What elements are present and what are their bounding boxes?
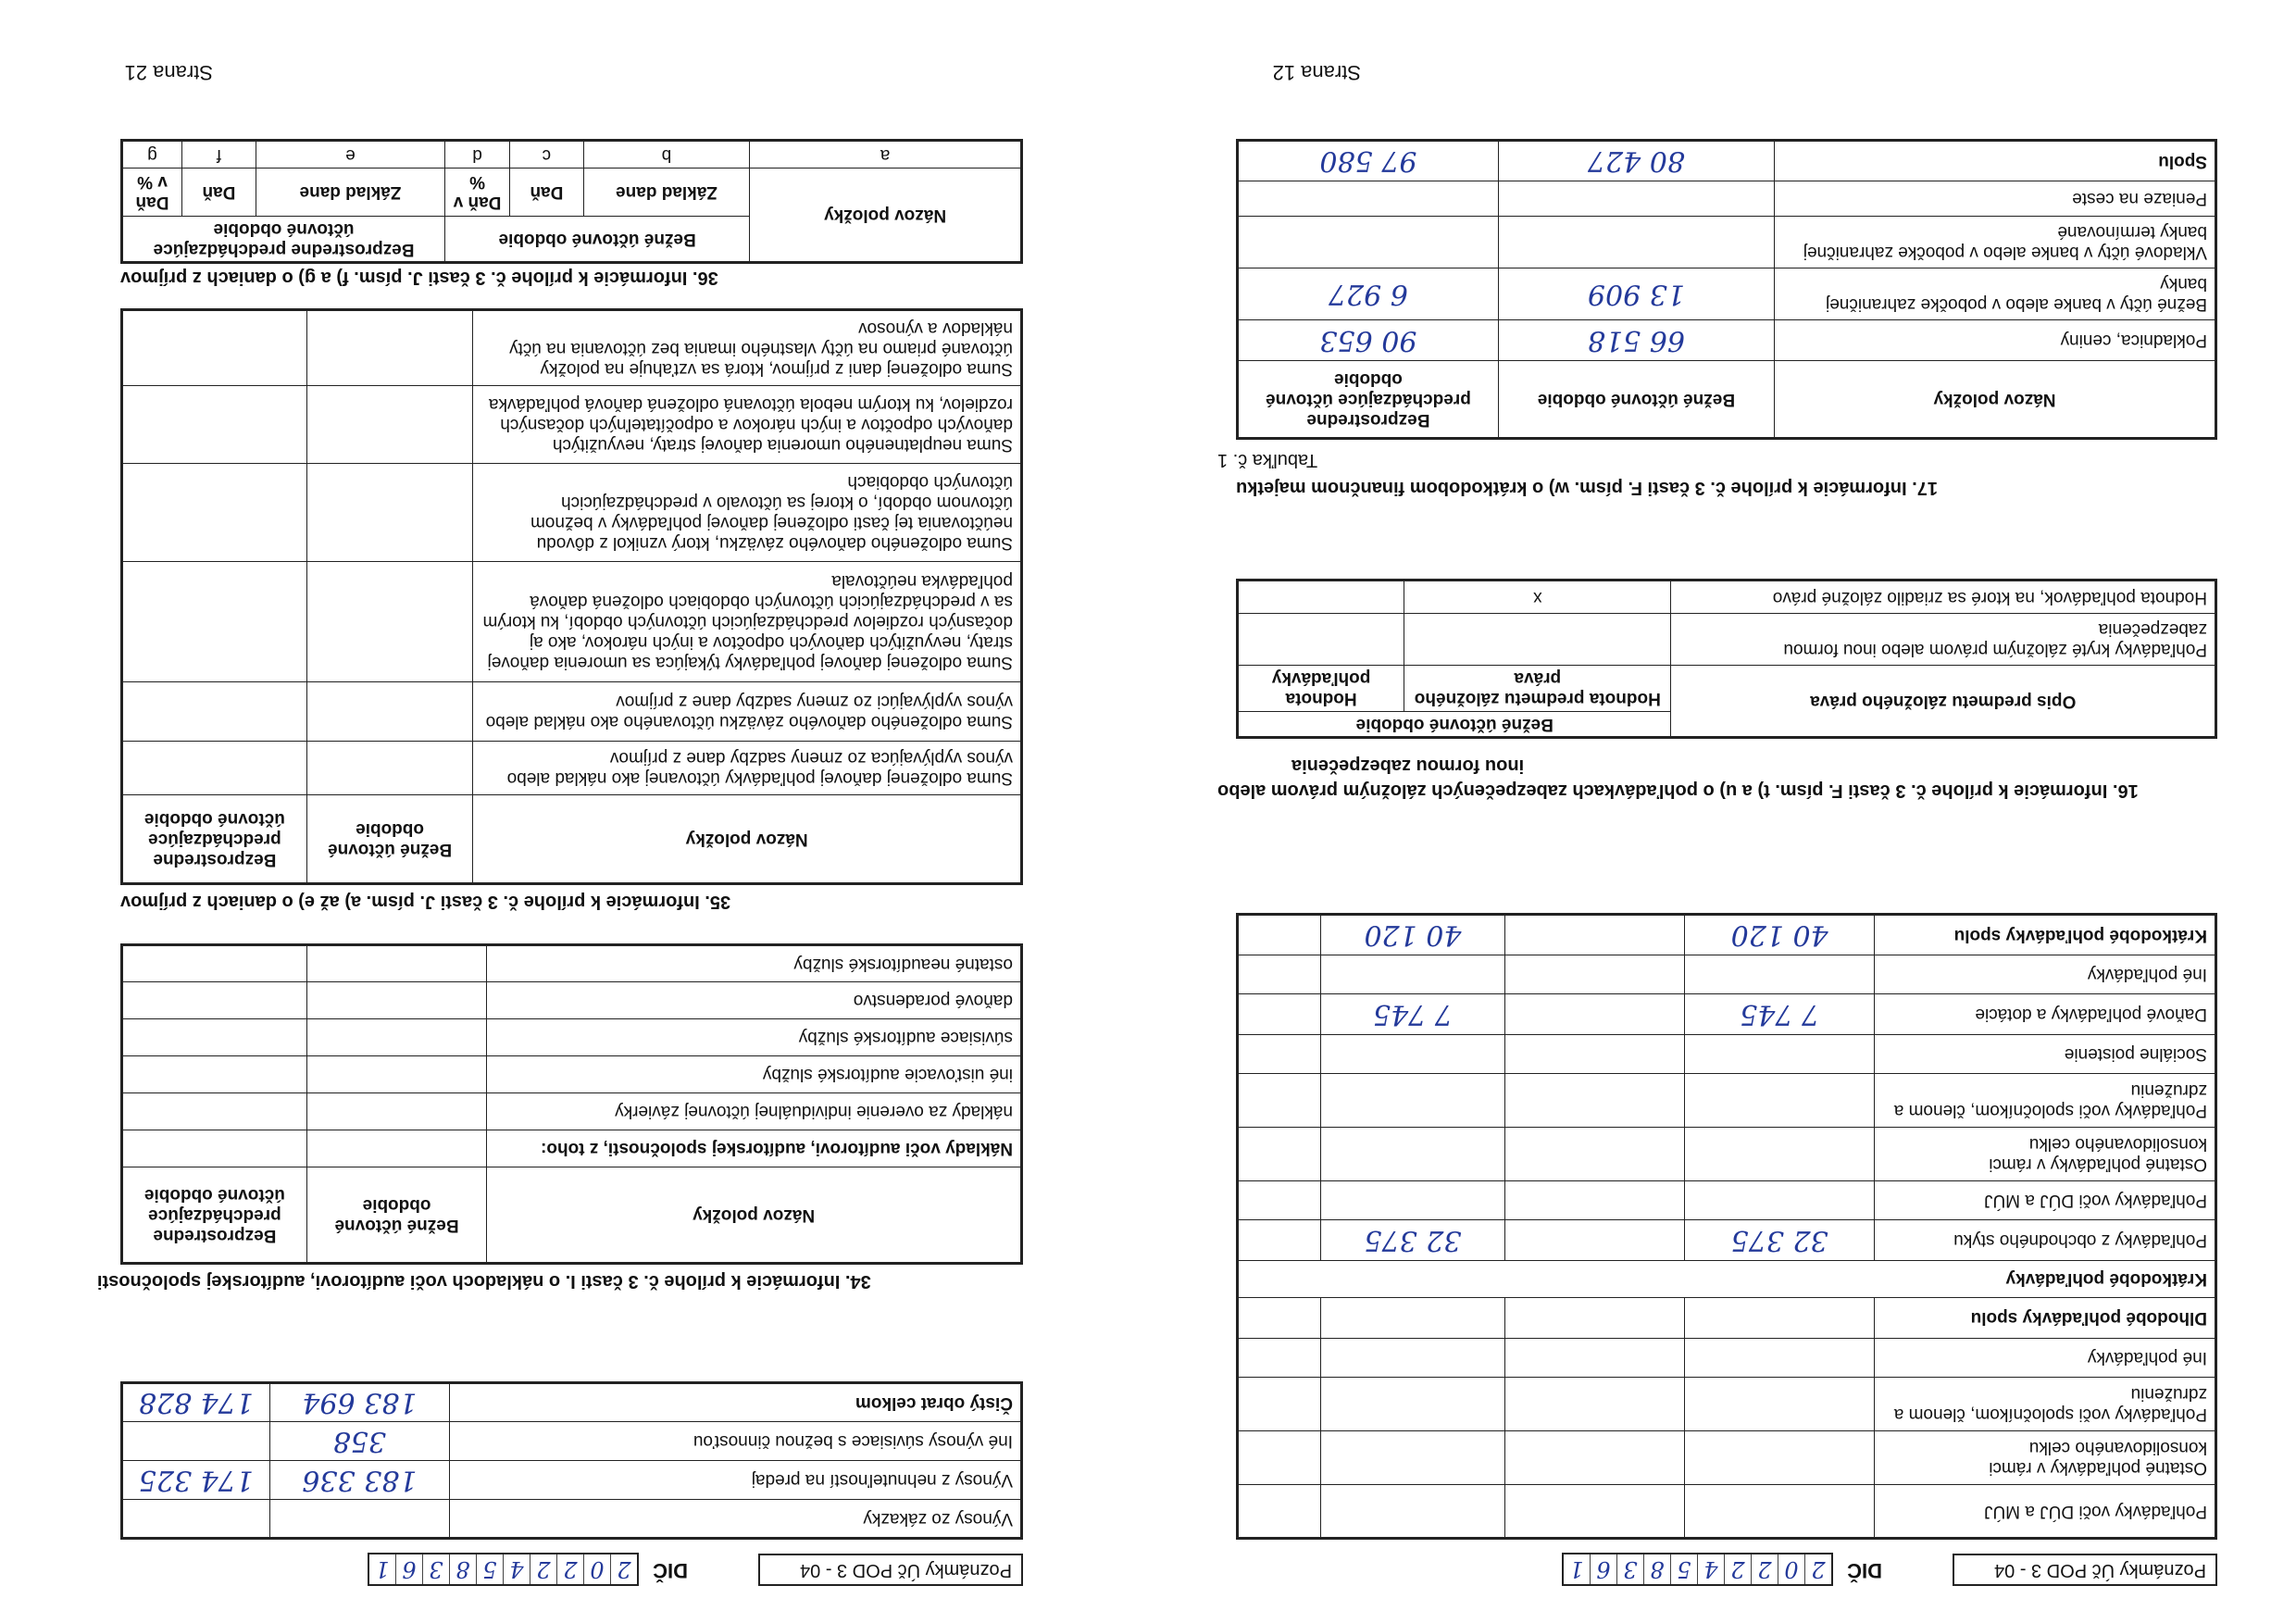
col-header: Bezprostredne predchádzajúce účtovné obdobie <box>122 217 445 263</box>
column-letter: f <box>182 141 256 169</box>
section-16-title: 16. Informácie k prílohe č. 3 časti F. písm. t) a u) o pohľadávkach zabezpečených záložným právom alebo <box>1217 780 2139 801</box>
row-label: Suma odloženej daňovej pohľadávky týkajúca sa umorenia daňovej straty, nevyužitých daňových odpočtov a iných nárokov, ako aj dočasných rozdielov predchádzajúcich účtovných období, ku ktorým sa v predchádzajúcich účtovných obdobiach odložená daňová pohľadávka neúčtovala <box>473 562 1022 682</box>
row-label: Spolu <box>1775 141 2216 181</box>
col-header: Názov položky <box>1775 361 2216 439</box>
dic-digit: 3 <box>422 1554 449 1584</box>
row-label: iné uisťovacie audítorské služby <box>487 1056 1022 1093</box>
dic-digit: 2 <box>1804 1554 1831 1584</box>
row-label: Pohľadávky voči DÚJ a MÚJ <box>1874 1181 2215 1220</box>
row-label: náklady za overenie individuálnej účtovnej závierky <box>487 1093 1022 1130</box>
dic-field <box>1562 1553 1833 1586</box>
value-current: 66 518 <box>1498 320 1774 361</box>
value-previous: 6 927 <box>1238 268 1499 320</box>
table-number: Tabuľka č. 1 <box>1217 450 1318 470</box>
col-header: Názov položky <box>750 169 1022 263</box>
col-header: Názov položky <box>487 1167 1022 1264</box>
row-label: Suma odloženej daňovej pohľadávky účtovanej ako náklad alebo výnos vyplývajúca zo zmeny sadzby dane z príjmov <box>473 742 1022 795</box>
row-label: Výnosy zo zákazky <box>450 1500 1022 1539</box>
dic-digit: 6 <box>395 1554 422 1584</box>
value-total: 40 120 <box>1320 915 1504 955</box>
col-header: Bezprostredne predchádzajúce účtovné obdobie <box>122 1167 307 1264</box>
row-label: súvisiace audítorské služby <box>487 1019 1022 1056</box>
form-code: Poznámky Úč POD 3 - 04 <box>1953 1554 2217 1586</box>
value-current: 80 427 <box>1498 141 1774 181</box>
col-header: Bežné účtovné obdobie <box>306 1167 486 1264</box>
col-header: Bežné účtovné obdobie <box>445 217 750 263</box>
row-label: Daňové pohľadávky a dotácie <box>1874 994 2215 1035</box>
dic-digit: 2 <box>530 1554 556 1584</box>
row-label: Iné pohľadávky <box>1874 955 2215 994</box>
col-header: Bežné účtovné obdobie <box>306 795 473 884</box>
value-current: 358 <box>269 1422 449 1461</box>
dic-digit: 0 <box>583 1554 610 1584</box>
column-letter: c <box>509 141 583 169</box>
col-header: Daň v % <box>122 169 182 217</box>
row-label: Dlhodobé pohľadávky spolu <box>1874 1298 2215 1339</box>
col-header: Daň <box>509 169 583 217</box>
col-header: Základ dane <box>583 169 749 217</box>
value-current: 40 120 <box>1685 915 1874 955</box>
column-letter: a <box>750 141 1022 169</box>
dic-digit: 6 <box>1590 1554 1616 1584</box>
page-number: Strana 21 <box>124 61 213 84</box>
col-header: Hodnota predmetu záložného práva <box>1404 666 1671 712</box>
dic-digit: 8 <box>1643 1554 1670 1584</box>
col-header: Bezprostredne predchádzajúce účtovné obdobie <box>1238 361 1499 439</box>
dic-digit: 2 <box>1751 1554 1778 1584</box>
row-label: Ostatné pohľadávky v rámci konsolidovaného celku <box>1874 1431 2215 1485</box>
row-label: Hodnota pohľadávok, na ktoré sa zriadilo záložné právo <box>1671 581 2216 614</box>
row-label: Vkladové účty v banke alebo v pobočke zahraničnej banky termínované <box>1775 217 2216 268</box>
col-header: Hodnota pohľadávky <box>1238 666 1404 712</box>
row-label: Suma odloženého daňového záväzku, ktorý vznikol z dôvodu neúčtovania tej časti odloženej daňovej pohľadávky v bežnom účtovnom období, o ktorej sa účtovalo v predchádzajúcich účtovných obdobiach <box>473 464 1022 562</box>
page-number: Strana 12 <box>1272 61 1361 84</box>
form-code: Poznámky Úč POD 3 - 04 <box>758 1554 1023 1586</box>
row-label: Čistý obrat celkom <box>450 1383 1022 1422</box>
row-label: Pohľadávky kryté záložným právom alebo inou formou zabezpečenia <box>1671 614 2216 666</box>
row-label: Výnosy z nehnuteľností na predaj <box>450 1461 1022 1500</box>
row-label: Suma neuplatneného umorenia daňovej straty, nevyužitých daňových odpočtov a iných nárokov a odpočítateľných dočasných rozdielov, ku ktorým nebola účtovaná odložená daňová pohľadávka <box>473 386 1022 464</box>
section-17-title: 17. Informácie k prílohe č. 3 časti F. písm. w) o krátkodobom finančnom majetku <box>1236 478 1938 498</box>
value-current: 7 745 <box>1685 994 1874 1035</box>
column-letter: e <box>256 141 444 169</box>
dic-digit: 5 <box>476 1554 503 1584</box>
tax-rate-table <box>120 139 1023 264</box>
value-previous: 174 828 <box>122 1383 270 1422</box>
row-label: Ostatné pohľadávky v rámci konsolidovaného celku <box>1874 1128 2215 1181</box>
row-label: Iné výnosy súvisiace s bežnou činnosťou <box>450 1422 1022 1461</box>
row-label: Bežné účty v banke alebo v pobočke zahraničnej banky <box>1775 268 2216 320</box>
dic-label: DIČ <box>1847 1559 1882 1582</box>
value-current: 32 375 <box>1685 1220 1874 1261</box>
dic-field <box>368 1553 639 1586</box>
dic-digit: 8 <box>449 1554 476 1584</box>
row-label: Krátkodobé pohľadávky <box>1238 1261 2216 1298</box>
row-label: Sociálne poistenie <box>1874 1035 2215 1074</box>
pledge-table <box>1236 579 2217 739</box>
dic-digit: 2 <box>1724 1554 1751 1584</box>
value-total: 32 375 <box>1320 1220 1504 1261</box>
value-total: 7 745 <box>1320 994 1504 1035</box>
col-header: Základ dane <box>256 169 444 217</box>
page-strana-12 <box>1148 0 2296 1623</box>
col-header: Bežné účtovné obdobie <box>1238 712 1671 738</box>
row-label: Pohľadávky z obchodného styku <box>1874 1220 2215 1261</box>
row-label: daňové poradenstvo <box>487 982 1022 1019</box>
dic-digit: 0 <box>1778 1554 1804 1584</box>
dic-digit: 2 <box>610 1554 637 1584</box>
column-letter: g <box>122 141 182 169</box>
row-label: Suma odloženého daňového záväzku účtovaného ako náklad alebo výnos vyplývajúci zo zmeny sadzby dane z príjmov <box>473 682 1022 742</box>
value-previous: 90 653 <box>1238 320 1499 361</box>
col-header: Bežné účtovné obdobie <box>1498 361 1774 439</box>
value-current: 13 909 <box>1498 268 1774 320</box>
section-35-title: 35. Informácie k prílohe č. 3 časti J. písm. a) až e) o daniach z príjmov <box>120 892 731 912</box>
section-34-title: 34. Informácie k prílohe č. 3 časti I. o nákladoch voči audítorovi, audítorskej spoločnosti <box>97 1271 871 1292</box>
income-tax-table <box>120 308 1023 885</box>
dic-label: DIČ <box>653 1559 688 1582</box>
value-previous: 97 580 <box>1238 141 1499 181</box>
value-current: 183 336 <box>269 1461 449 1500</box>
row-label: Krátkodobé pohľadávky spolu <box>1874 915 2215 955</box>
row-label: Pohľadávky voči DÚJ a MÚJ <box>1874 1485 2215 1539</box>
value-current: 183 694 <box>269 1383 449 1422</box>
row-label: Pokladnica, ceniny <box>1775 320 2216 361</box>
col-header: Opis predmetu záložného práva <box>1671 666 2216 738</box>
dic-digit: 4 <box>1697 1554 1724 1584</box>
dic-digit: 4 <box>503 1554 530 1584</box>
section-36-title: 36. Informácie k prílohe č. 3 časti J. písm. f) a g) o daniach z príjmov <box>120 268 718 288</box>
financial-assets-table <box>1236 139 2217 440</box>
row-label: Náklady voči audítorovi, audítorskej spoločnosti, z toho: <box>487 1130 1022 1167</box>
column-letter: d <box>445 141 510 169</box>
row-label: Pohľadávky voči spoločníkom, členom a združeniu <box>1874 1378 2215 1431</box>
col-header: Daň <box>182 169 256 217</box>
row-label: Pohľadávky voči spoločníkom, členom a združeniu <box>1874 1074 2215 1128</box>
row-label: Suma odloženej dani z príjmov, ktorá sa vzťahuje na položky účtované priamo na účty vlastného imania bez účtovania na účty nákladov a výnosov <box>473 310 1022 386</box>
value-previous: 174 325 <box>122 1461 270 1500</box>
auditor-costs-table <box>120 943 1023 1265</box>
dic-digit: 5 <box>1670 1554 1697 1584</box>
column-letter: b <box>583 141 749 169</box>
dic-digit: 3 <box>1616 1554 1643 1584</box>
dic-digit: 1 <box>1569 1556 1584 1582</box>
receivables-table <box>1236 913 2217 1540</box>
net-turnover-table <box>120 1381 1023 1540</box>
not-applicable-mark: x <box>1404 581 1671 614</box>
col-header: Daň v % <box>445 169 510 217</box>
dic-digit: 1 <box>375 1556 390 1582</box>
dic-digit: 2 <box>556 1554 583 1584</box>
row-label: ostatné neaudítorské služby <box>487 945 1022 982</box>
col-header: Názov položky <box>473 795 1022 884</box>
row-label: Peniaze na ceste <box>1775 181 2216 217</box>
section-16-title-cont: inou formou zabezpečenia <box>1292 755 1525 776</box>
col-header: Bezprostredne predchádzajúce účtovné obdobie <box>122 795 307 884</box>
row-label: Iné pohľadávky <box>1874 1339 2215 1378</box>
